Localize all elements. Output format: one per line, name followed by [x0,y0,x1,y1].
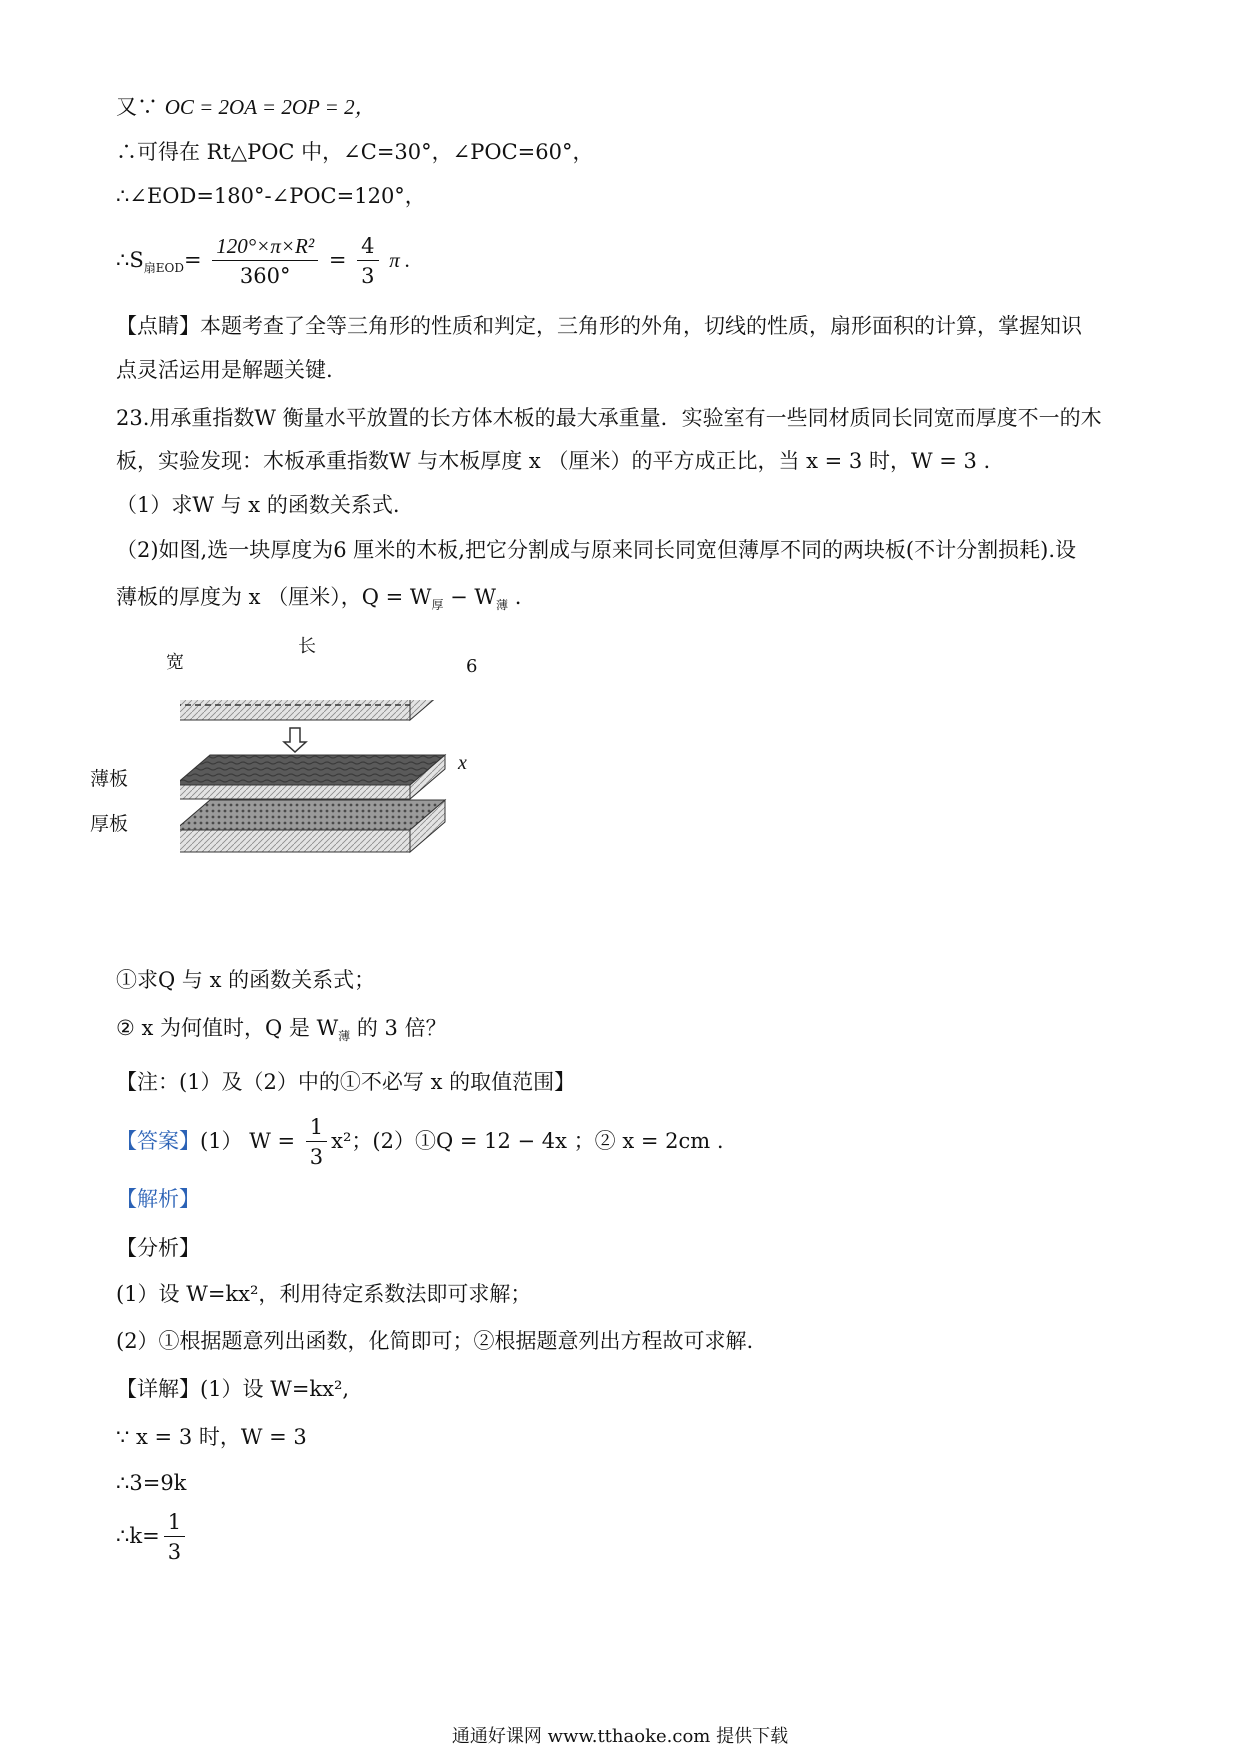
question-23-part-2: （2)如图,选一块厚度为6 厘米的木板,把它分割成与原来同长同宽但薄厚不同的两块板(不计分割损耗).设 [116,538,1076,562]
down-arrow-icon [284,728,306,752]
footer-source: 通通好课网 www.tthaoke.com 提供下载 [451,1726,789,1747]
dianjing-line-2: 点灵活运用是解题关键. [116,358,333,382]
step-1: ∵ x = 3 时，W = 3 [116,1425,307,1449]
thick-board-front [180,830,410,852]
analysis-label: 【解析】 [116,1187,200,1211]
step-3: ∴k= $\frac{1}{3}$ [116,1506,189,1567]
fenxi-line-1: (1）设 W=kx²，利用待定系数法即可求解； [116,1282,532,1306]
label-thin-board: 薄板 [90,768,129,790]
equation: OC = 2OA = 2OP = 2， [164,95,376,119]
fenxi-label: 【分析】 [116,1236,200,1260]
answer-line: 【答案】(1） W = $\frac{1}{3}$ x²；(2）①Q = 12 − 4x ；② x = 2cm . [116,1112,724,1172]
fraction: $\frac{1}{3}$ [164,1508,185,1567]
text-line: ∴可得在 Rt△POC 中，∠C=30°，∠POC=60°， [116,140,594,164]
board-diagram [180,700,540,950]
thin-board-top [180,755,445,785]
question-23-part-1: （1）求W 与 x 的函数关系式. [116,493,400,517]
thick-board-top [180,800,445,830]
question-23-line-2: 板，实验发现：木板承重指数W 与木板厚度 x （厘米）的平方成正比，当 x = 3 时，W = 3 . [116,449,991,473]
dianjing-line-1: 【点睛】本题考查了全等三角形的性质和判定，三角形的外角，切线的性质，扇形面积的计算，掌握知识 [116,314,1082,338]
original-board-front [180,700,410,720]
question-23-part-2-cont: 薄板的厚度为 x （厘米），$Q = W_厚 - W_薄$ . [116,585,522,612]
label-thick-board: 厚板 [90,813,129,835]
label-x: x [458,752,467,774]
sub-question-2: ② x 为何值时，Q 是 $W_薄$ 的 3 倍？ [116,1016,447,1043]
text-line: 又∵ OC = 2OA = 2OP = 2， [116,95,376,119]
thin-board-front [180,785,410,799]
label-width: 宽 [166,652,184,673]
text-line: ∴∠EOD=180°-∠POC=120°， [116,184,426,208]
step-2: ∴3=9k [116,1471,187,1495]
note: 【注：(1）及（2）中的①不必写 x 的取值范围】 [116,1070,576,1094]
fraction: $\frac{1}{3}$ [306,1113,327,1172]
board-split-figure [90,636,540,950]
question-23-line-1: 23.用承重指数W 衡量水平放置的长方体木板的最大承重量．实验室有一些同材质同长同宽而厚度不一的木 [116,406,1102,430]
detail-line: 【详解】(1）设 W=kx², [116,1377,350,1401]
fraction: $\frac{\text{120°×π×R²}}{360^\circ}$ [212,232,318,291]
label-thickness-6: 6 [466,656,478,677]
fraction: $\frac{4}{3}$ [357,232,378,291]
sector-area-formula: $\therefore S_{扇EOD}=$ $\frac{\text{120°×π×R²}}{360^\circ}$ = $\frac{4}{3}$ π . [116,230,410,298]
fenxi-line-2: (2）①根据题意列出函数，化简即可；②根据题意列出方程故可求解. [116,1329,754,1353]
sub-question-1: ①求Q 与 x 的函数关系式； [116,968,376,992]
answer-label: 【答案】 [116,1129,200,1153]
original-board-side [410,700,445,720]
label-length: 长 [298,636,316,657]
